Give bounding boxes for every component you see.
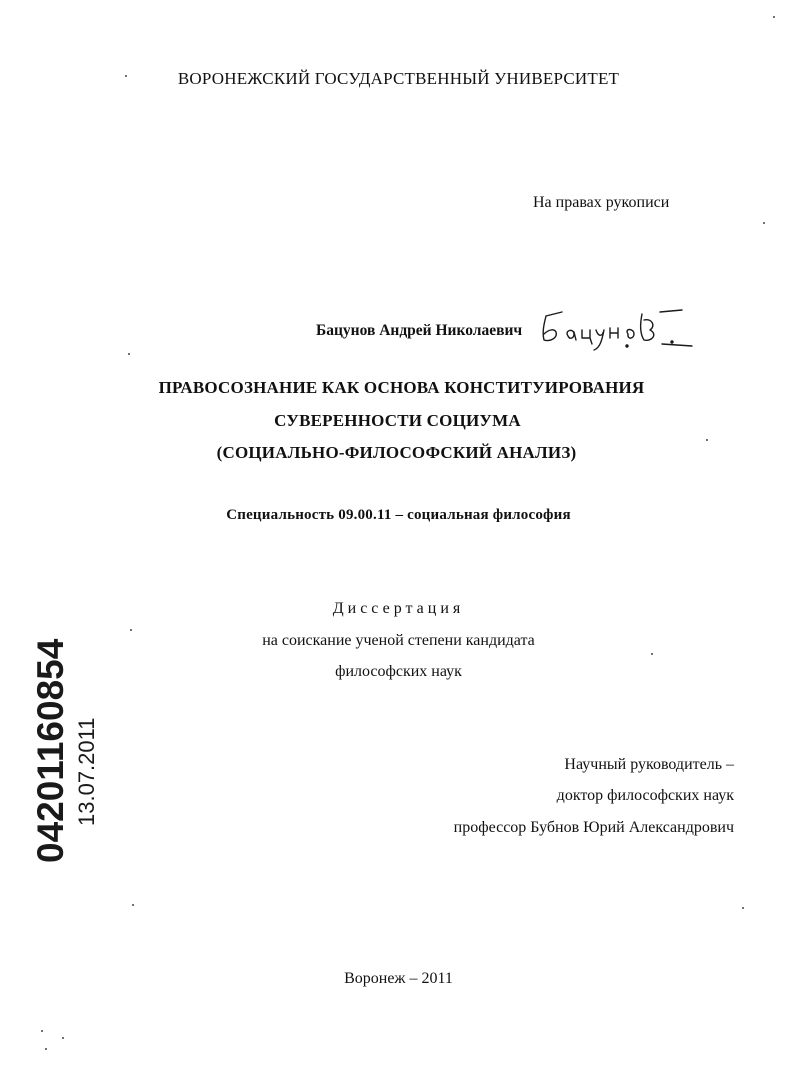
library-stamp xyxy=(30,630,100,865)
title-line-2: СУВЕРЕННОСТИ СОЦИУМА xyxy=(274,411,521,430)
dissertation-degree: на соискание ученой степени кандидата xyxy=(262,632,535,649)
scan-speck xyxy=(651,653,653,655)
dissertation-field: философских наук xyxy=(335,663,462,680)
scan-speck xyxy=(763,222,765,224)
stamp-number: 04201160854 xyxy=(30,638,71,863)
scan-speck xyxy=(45,1048,47,1050)
author-row xyxy=(316,306,707,356)
specialty: Специальность 09.00.11 – социальная философия xyxy=(226,507,571,523)
title-line-3: (СОЦИАЛЬНО-ФИЛОСОФСКИЙ АНАЛИЗ) xyxy=(216,443,577,462)
scan-speck xyxy=(742,907,744,909)
scan-speck xyxy=(706,439,708,441)
city-year: Воронеж – 2011 xyxy=(344,970,453,987)
scan-speck xyxy=(773,16,775,18)
supervisor-degree: доктор философских наук xyxy=(556,787,734,804)
supervisor-name: профессор Бубнов Юрий Александрович xyxy=(453,819,734,836)
scan-speck xyxy=(62,1037,64,1039)
university-name: ВОРОНЕЖСКИЙ ГОСУДАРСТВЕННЫЙ УНИВЕРСИТЕТ xyxy=(177,69,620,88)
author-name: Бацунов Андрей Николаевич xyxy=(316,322,523,339)
manuscript-note: На правах рукописи xyxy=(533,194,670,211)
scan-speck xyxy=(132,904,134,906)
title-line-1: ПРАВОСОЗНАНИЕ КАК ОСНОВА КОНСТИТУИРОВАНИЯ xyxy=(158,378,645,397)
handwritten-signature xyxy=(532,306,707,356)
stamp-date: 13.07.2011 xyxy=(74,717,99,826)
supervisor-label: Научный руководитель – xyxy=(564,756,734,773)
scan-speck xyxy=(41,1030,43,1032)
scan-speck xyxy=(130,629,132,631)
scan-speck xyxy=(125,75,127,77)
dissertation-label: Диссертация xyxy=(332,600,465,617)
scan-speck xyxy=(128,353,130,355)
